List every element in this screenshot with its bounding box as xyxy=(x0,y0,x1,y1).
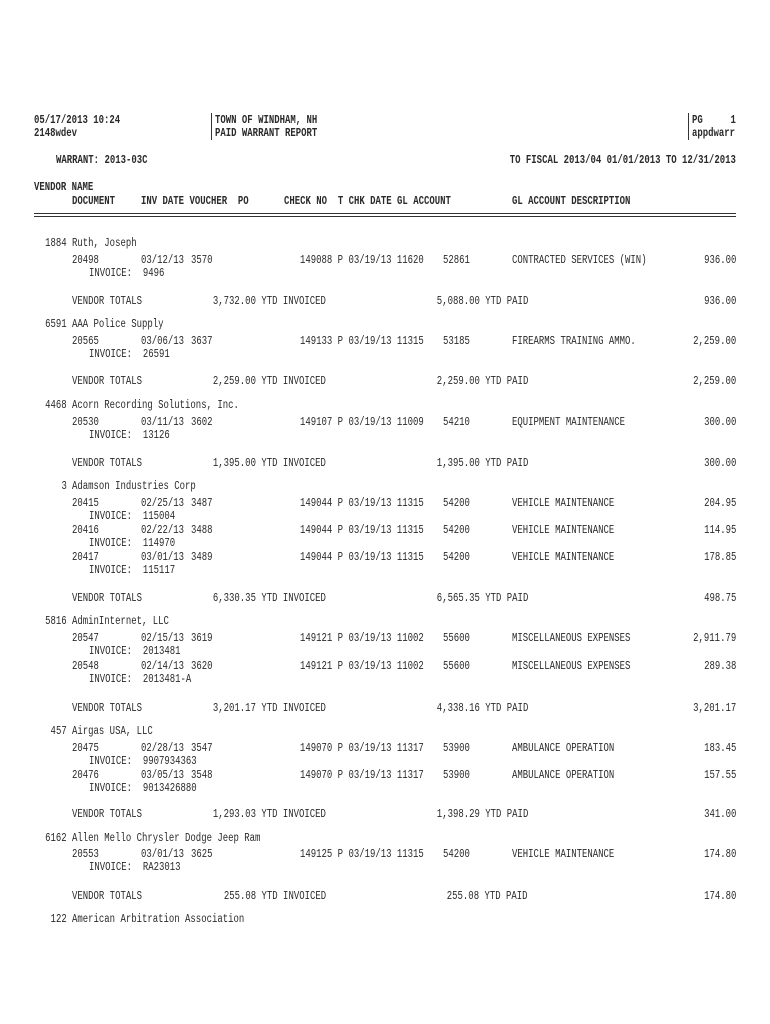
gl-description: MISCELLANEOUS EXPENSES xyxy=(512,632,631,645)
vendor-name: American Arbitration Association xyxy=(72,913,245,926)
check-info: 149044 P 03/19/13 11315 xyxy=(300,551,424,564)
vendor-id: 5816 xyxy=(45,615,67,628)
voucher-number: 3625 xyxy=(191,848,213,861)
fiscal-range: TO FISCAL 2013/04 01/01/2013 TO 12/31/2013 xyxy=(509,154,736,167)
gl-description: FIREARMS TRAINING AMMO. xyxy=(512,335,636,348)
gl-description: AMBULANCE OPERATION xyxy=(512,769,615,782)
vendor-totals-label: VENDOR TOTALS xyxy=(72,375,142,388)
invoice-date: 03/01/13 xyxy=(141,551,185,564)
invoice-date: 02/15/13 xyxy=(141,632,185,645)
vendor-total-amount: 936.00 xyxy=(703,295,736,308)
town-name: TOWN OF WINDHAM, NH xyxy=(215,114,318,127)
line-amount: 114.95 xyxy=(703,524,736,537)
check-info: 149125 P 03/19/13 11315 xyxy=(300,848,424,861)
ytd-invoiced: 3,201.17 YTD INVOICED xyxy=(212,702,326,715)
col-vendor-name: VENDOR NAME xyxy=(34,181,94,194)
gl-account: 53900 xyxy=(443,769,470,782)
ytd-invoiced: 6,330.35 YTD INVOICED xyxy=(212,592,326,605)
ytd-invoiced: 1,293.03 YTD INVOICED xyxy=(212,808,326,821)
col-check-info: CHECK NO T CHK DATE GL ACCOUNT xyxy=(284,195,451,208)
gl-description: VEHICLE MAINTENANCE xyxy=(512,551,615,564)
page-label: PG xyxy=(692,114,703,127)
vendor-totals-label: VENDOR TOTALS xyxy=(72,457,142,470)
report-user: 2148wdev xyxy=(34,127,78,140)
check-info: 149070 P 03/19/13 11317 xyxy=(300,742,424,755)
gl-account: 54200 xyxy=(443,848,470,861)
check-info: 149044 P 03/19/13 11315 xyxy=(300,497,424,510)
vendor-id: 6591 xyxy=(45,318,67,331)
voucher-number: 3488 xyxy=(191,524,213,537)
vendor-total-amount: 2,259.00 xyxy=(692,375,736,388)
vendor-total-amount: 3,201.17 xyxy=(692,702,736,715)
vendor-name: Adamson Industries Corp xyxy=(72,480,196,493)
voucher-number: 3547 xyxy=(191,742,213,755)
gl-account: 53900 xyxy=(443,742,470,755)
voucher-number: 3602 xyxy=(191,416,213,429)
col-gl-description: GL ACCOUNT DESCRIPTION xyxy=(512,195,631,208)
vendor-totals-label: VENDOR TOTALS xyxy=(72,295,142,308)
vendor-id: 457 xyxy=(50,725,67,738)
vendor-name: Ruth, Joseph xyxy=(72,237,137,250)
gl-account: 54200 xyxy=(443,524,470,537)
document-number: 20476 xyxy=(72,769,99,782)
vendor-id: 1884 xyxy=(45,237,67,250)
line-amount: 174.80 xyxy=(703,848,736,861)
gl-account: 54200 xyxy=(443,497,470,510)
gl-description: CONTRACTED SERVICES (WIN) xyxy=(512,254,647,267)
invoice-date: 03/05/13 xyxy=(141,769,185,782)
document-number: 20416 xyxy=(72,524,99,537)
vendor-total-amount: 174.80 xyxy=(703,890,736,903)
gl-description: AMBULANCE OPERATION xyxy=(512,742,615,755)
ytd-paid: 6,565.35 YTD PAID xyxy=(436,592,528,605)
document-number: 20565 xyxy=(72,335,99,348)
vendor-name: Acorn Recording Solutions, Inc. xyxy=(72,399,239,412)
check-info: 149070 P 03/19/13 11317 xyxy=(300,769,424,782)
gl-account: 52861 xyxy=(443,254,470,267)
gl-description: VEHICLE MAINTENANCE xyxy=(512,524,615,537)
document-number: 20415 xyxy=(72,497,99,510)
invoice-date: 03/06/13 xyxy=(141,335,185,348)
check-info: 149044 P 03/19/13 11315 xyxy=(300,524,424,537)
voucher-number: 3570 xyxy=(191,254,213,267)
invoice-number: INVOICE: 2013481-A xyxy=(89,673,192,686)
header-divider-right xyxy=(688,113,689,140)
vendor-total-amount: 498.75 xyxy=(703,592,736,605)
ytd-invoiced: 2,259.00 YTD INVOICED xyxy=(212,375,326,388)
vendor-total-amount: 300.00 xyxy=(703,457,736,470)
voucher-number: 3620 xyxy=(191,660,213,673)
voucher-number: 3487 xyxy=(191,497,213,510)
invoice-number: INVOICE: 9496 xyxy=(89,267,165,280)
gl-account: 55600 xyxy=(443,632,470,645)
gl-description: VEHICLE MAINTENANCE xyxy=(512,497,615,510)
voucher-number: 3548 xyxy=(191,769,213,782)
invoice-date: 03/01/13 xyxy=(141,848,185,861)
vendor-totals-label: VENDOR TOTALS xyxy=(72,702,142,715)
document-number: 20548 xyxy=(72,660,99,673)
check-info: 149121 P 03/19/13 11002 xyxy=(300,632,424,645)
check-info: 149133 P 03/19/13 11315 xyxy=(300,335,424,348)
invoice-number: INVOICE: 115004 xyxy=(89,510,176,523)
invoice-date: 02/22/13 xyxy=(141,524,185,537)
gl-description: EQUIPMENT MAINTENANCE xyxy=(512,416,626,429)
col-inv-date-voucher-po: INV DATE VOUCHER PO xyxy=(141,195,249,208)
vendor-id: 122 xyxy=(50,913,67,926)
ytd-paid: 5,088.00 YTD PAID xyxy=(436,295,528,308)
ytd-paid: 1,398.29 YTD PAID xyxy=(436,808,528,821)
line-amount: 300.00 xyxy=(703,416,736,429)
invoice-date: 03/11/13 xyxy=(141,416,185,429)
voucher-number: 3619 xyxy=(191,632,213,645)
invoice-number: INVOICE: 13126 xyxy=(89,429,170,442)
program-id: appdwarr xyxy=(692,127,736,140)
voucher-number: 3637 xyxy=(191,335,213,348)
voucher-number: 3489 xyxy=(191,551,213,564)
invoice-number: INVOICE: 2013481 xyxy=(89,645,181,658)
header-rule-1 xyxy=(34,213,736,214)
vendor-totals-label: VENDOR TOTALS xyxy=(72,890,142,903)
vendor-name: Allen Mello Chrysler Dodge Jeep Ram xyxy=(72,832,261,845)
ytd-paid: 1,395.00 YTD PAID xyxy=(436,457,528,470)
invoice-date: 02/14/13 xyxy=(141,660,185,673)
vendor-totals-label: VENDOR TOTALS xyxy=(72,808,142,821)
line-amount: 2,911.79 xyxy=(692,632,736,645)
vendor-total-amount: 341.00 xyxy=(703,808,736,821)
ytd-invoiced: 3,732.00 YTD INVOICED xyxy=(212,295,326,308)
vendor-name: AAA Police Supply xyxy=(72,318,164,331)
gl-description: MISCELLANEOUS EXPENSES xyxy=(512,660,631,673)
header-rule-2 xyxy=(34,216,736,217)
gl-account: 55600 xyxy=(443,660,470,673)
document-number: 20530 xyxy=(72,416,99,429)
line-amount: 204.95 xyxy=(703,497,736,510)
vendor-name: AdminInternet, LLC xyxy=(72,615,169,628)
line-amount: 178.85 xyxy=(703,551,736,564)
invoice-number: INVOICE: 9013426880 xyxy=(89,782,197,795)
document-number: 20498 xyxy=(72,254,99,267)
ytd-paid: 255.08 YTD PAID xyxy=(447,890,528,903)
ytd-paid: 4,338.16 YTD PAID xyxy=(436,702,528,715)
line-amount: 157.55 xyxy=(703,769,736,782)
invoice-date: 03/12/13 xyxy=(141,254,185,267)
line-amount: 289.38 xyxy=(703,660,736,673)
report-title: PAID WARRANT REPORT xyxy=(215,127,318,140)
document-number: 20547 xyxy=(72,632,99,645)
gl-account: 53185 xyxy=(443,335,470,348)
vendor-totals-label: VENDOR TOTALS xyxy=(72,592,142,605)
document-number: 20417 xyxy=(72,551,99,564)
check-info: 149088 P 03/19/13 11620 xyxy=(300,254,424,267)
check-info: 149107 P 03/19/13 11009 xyxy=(300,416,424,429)
warrant-label: WARRANT: 2013-03C xyxy=(56,154,148,167)
gl-description: VEHICLE MAINTENANCE xyxy=(512,848,615,861)
invoice-number: INVOICE: 26591 xyxy=(89,348,170,361)
invoice-date: 02/28/13 xyxy=(141,742,185,755)
check-info: 149121 P 03/19/13 11002 xyxy=(300,660,424,673)
page-number: 1 xyxy=(730,114,736,127)
header-divider-left xyxy=(211,113,212,140)
line-amount: 183.45 xyxy=(703,742,736,755)
col-document: DOCUMENT xyxy=(72,195,116,208)
invoice-number: INVOICE: RA23013 xyxy=(89,861,181,874)
ytd-invoiced: 1,395.00 YTD INVOICED xyxy=(212,457,326,470)
line-amount: 936.00 xyxy=(703,254,736,267)
gl-account: 54200 xyxy=(443,551,470,564)
vendor-name: Airgas USA, LLC xyxy=(72,725,153,738)
report-datetime: 05/17/2013 10:24 xyxy=(34,114,121,127)
document-number: 20475 xyxy=(72,742,99,755)
invoice-number: INVOICE: 115117 xyxy=(89,564,176,577)
ytd-invoiced: 255.08 YTD INVOICED xyxy=(223,890,326,903)
invoice-number: INVOICE: 114970 xyxy=(89,537,176,550)
invoice-date: 02/25/13 xyxy=(141,497,185,510)
document-number: 20553 xyxy=(72,848,99,861)
line-amount: 2,259.00 xyxy=(692,335,736,348)
vendor-id: 6162 xyxy=(45,832,67,845)
gl-account: 54210 xyxy=(443,416,470,429)
invoice-number: INVOICE: 9907934363 xyxy=(89,755,197,768)
vendor-id: 4468 xyxy=(45,399,67,412)
ytd-paid: 2,259.00 YTD PAID xyxy=(436,375,528,388)
vendor-id: 3 xyxy=(61,480,67,493)
